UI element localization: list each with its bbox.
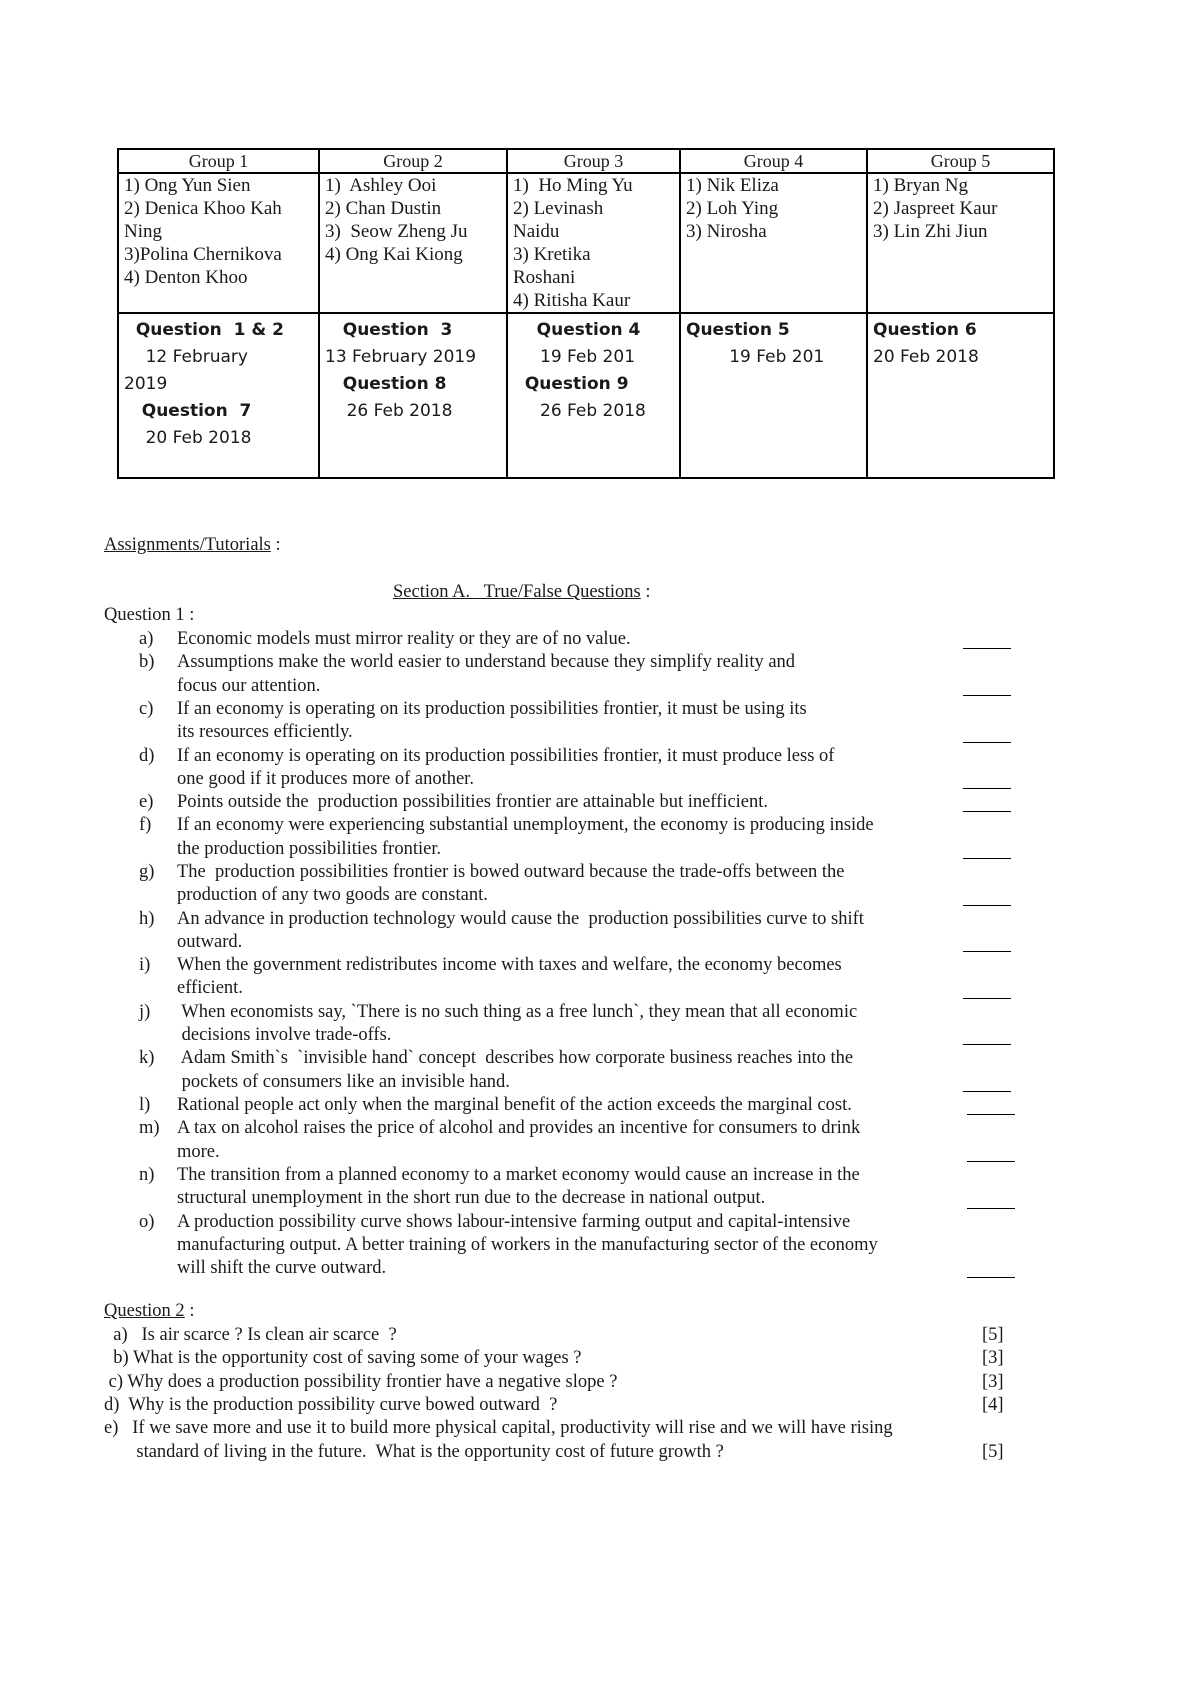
item-text: A production possibility curve shows labour-intensive farming output and capital-intensive — [177, 1211, 851, 1232]
answer-blank[interactable] — [967, 1114, 1015, 1115]
group-member: 4) Ong Kai Kiong — [325, 244, 463, 265]
question-2-item — [104, 1324, 397, 1346]
answer-blank[interactable] — [967, 1161, 1015, 1162]
item-letter: d) — [139, 745, 155, 766]
group-schedule-row — [118, 313, 1054, 478]
item-text: one good if it produces more of another. — [177, 768, 474, 789]
answer-blank[interactable] — [963, 951, 1011, 952]
item-letter: d) — [104, 1394, 120, 1415]
item-text: If an economy were experiencing substantial unemployment, the economy is producing inside — [177, 815, 874, 836]
schedule-date: 19 Feb 201 — [513, 347, 636, 367]
group-member: 2) Loh Ying — [686, 198, 779, 219]
item-text: will shift the curve outward. — [177, 1258, 387, 1279]
group-member: 3) Lin Zhi Jiun — [873, 221, 988, 242]
question-2-title-line — [104, 1300, 194, 1322]
question-2-title: Question 2 — [104, 1301, 185, 1321]
marks-label: [4] — [982, 1394, 1004, 1415]
schedule-date: 13 February 2019 — [325, 347, 477, 367]
answer-blank[interactable] — [963, 858, 1011, 859]
schedule-date: 19 Feb 201 — [686, 347, 825, 367]
item-letter: i) — [139, 955, 151, 976]
group-member: 4) Denton Khoo — [124, 267, 248, 288]
item-letter: e) — [139, 792, 154, 813]
group-member: Roshani — [513, 267, 576, 288]
schedule-question: Question 1 & 2 — [124, 320, 284, 340]
item-text: pockets of consumers like an invisible hand. — [177, 1071, 510, 1092]
item-text: manufacturing output. A better training of workers in the manufacturing sector of the economy — [177, 1234, 878, 1255]
group-members-cell — [867, 173, 1054, 313]
answer-blank[interactable] — [963, 695, 1011, 696]
item-text: its resources efficiently. — [177, 722, 353, 743]
schedule-date: 26 Feb 2018 — [513, 401, 646, 421]
section-a-title-line — [393, 581, 650, 603]
group-member: 3) Kretika — [513, 244, 591, 265]
schedule-question: Question 4 — [513, 320, 641, 340]
assignments-heading-line — [104, 534, 281, 556]
item-text: focus our attention. — [177, 675, 321, 696]
group-member: 2) Jaspreet Kaur — [873, 198, 998, 219]
item-letter: e) — [104, 1418, 119, 1439]
item-text: When the government redistributes income with taxes and welfare, the economy becomes — [177, 955, 842, 976]
group-schedule-cell — [867, 313, 1054, 478]
schedule-question: Question 8 — [325, 374, 447, 394]
group-member: Ning — [124, 221, 162, 242]
assignments-colon: : — [270, 535, 281, 555]
question-2-item — [104, 1441, 724, 1463]
group-member: 1) Ho Ming Yu — [513, 175, 633, 196]
answer-blank[interactable] — [963, 1091, 1011, 1092]
item-letter: b) — [139, 652, 155, 673]
item-text: A tax on alcohol raises the price of alcohol and provides an incentive for consumers to drink — [177, 1118, 861, 1139]
section-a-title: Section A. True/False Questions — [393, 582, 641, 602]
schedule-question: Question 7 — [124, 401, 252, 421]
item-text: Economic models must mirror reality or they are of no value. — [177, 629, 631, 649]
answer-blank[interactable] — [963, 905, 1011, 906]
item-letter: j) — [139, 1001, 151, 1022]
group-members-cell — [319, 173, 507, 313]
item-text: What is the opportunity cost of saving some of your wages ? — [128, 1348, 582, 1369]
group-member: 3)Polina Chernikova — [124, 244, 282, 265]
schedule-question: Question 5 — [686, 320, 790, 340]
answer-blank[interactable] — [963, 998, 1011, 999]
schedule-date: 2019 — [124, 374, 168, 394]
item-letter: f) — [139, 815, 152, 836]
group-member: Naidu — [513, 221, 560, 242]
section-a-colon: : — [640, 582, 651, 602]
group-schedule-cell — [319, 313, 507, 478]
item-text: Points outside the production possibilities frontier are attainable but inefficient. — [177, 792, 769, 813]
group-member: 4) Ritisha Kaur — [513, 290, 631, 311]
answer-blank[interactable] — [963, 742, 1011, 743]
group-members-cell — [118, 173, 319, 313]
group-header: Group 2 — [319, 149, 507, 173]
marks-label: [3] — [982, 1371, 1004, 1392]
marks-label: [5] — [982, 1441, 1004, 1462]
item-text: Adam Smith`s `invisible hand` concept describes how corporate business reaches into the — [177, 1048, 854, 1069]
answer-blank[interactable] — [963, 788, 1011, 789]
group-member: 1) Bryan Ng — [873, 175, 968, 196]
schedule-question: Question 9 — [513, 374, 629, 394]
item-text: Why is the production possibility curve bowed outward ? — [119, 1394, 558, 1415]
marks-label: [3] — [982, 1348, 1004, 1369]
item-letter: o) — [139, 1211, 155, 1232]
group-table — [117, 148, 1055, 479]
item-text: production of any two goods are constant. — [177, 885, 488, 906]
marks-label: [5] — [982, 1325, 1004, 1345]
item-letter: n) — [139, 1164, 155, 1185]
answer-blank[interactable] — [963, 648, 1011, 649]
group-schedule-cell — [507, 313, 680, 478]
item-text: the production possibilities frontier. — [177, 838, 442, 859]
item-letter: b) — [104, 1348, 129, 1369]
group-header-row — [118, 149, 1054, 173]
item-letter: c) — [104, 1371, 123, 1392]
group-member: 2) Chan Dustin — [325, 198, 442, 219]
item-letter: m) — [139, 1118, 160, 1139]
group-header: Group 4 — [680, 149, 867, 173]
schedule-date: 12 February — [124, 347, 248, 367]
group-members-cell — [680, 173, 867, 313]
schedule-question: Question 3 — [325, 320, 453, 340]
item-text: Why does a production possibility frontier have a negative slope ? — [123, 1371, 618, 1392]
group-member: 3) Seow Zheng Ju — [325, 221, 468, 242]
schedule-date: 20 Feb 2018 — [873, 347, 979, 367]
group-members-cell — [507, 173, 680, 313]
answer-blank[interactable] — [967, 1277, 1015, 1278]
item-letter: a) — [139, 629, 154, 649]
schedule-date: 26 Feb 2018 — [325, 401, 453, 421]
item-letter: c) — [139, 698, 154, 719]
group-member: 1) Nik Eliza — [686, 175, 779, 196]
item-text: Assumptions make the world easier to understand because they simplify reality and — [177, 652, 796, 673]
group-schedule-cell — [118, 313, 319, 478]
item-text: If we save more and use it to build more physical capital, productivity will rise and we will have rising — [118, 1418, 893, 1439]
answer-blank[interactable] — [963, 1044, 1011, 1045]
question-2-colon: : — [184, 1301, 195, 1321]
group-header: Group 3 — [507, 149, 680, 173]
item-text: When economists say, `There is no such thing as a free lunch`, they mean that all economic — [177, 1001, 858, 1022]
group-members-row — [118, 173, 1054, 313]
answer-blank[interactable] — [963, 811, 1011, 812]
item-letter: k) — [139, 1048, 155, 1069]
item-text: If an economy is operating on its production possibilities frontier, it must be using its — [177, 698, 807, 719]
question-2-item — [104, 1394, 557, 1416]
group-schedule-cell — [680, 313, 867, 478]
item-letter: a) — [104, 1325, 128, 1345]
schedule-date: 20 Feb 2018 — [124, 428, 252, 448]
item-text: standard of living in the future. What is the opportunity cost of future growth ? — [104, 1441, 724, 1462]
item-letter: h) — [139, 908, 155, 929]
item-text: The production possibilities frontier is bowed outward because the trade-offs between the — [177, 862, 845, 882]
item-text: more. — [177, 1141, 220, 1162]
item-text: structural unemployment in the short run due to the decrease in national output. — [177, 1188, 766, 1209]
item-letter: l) — [139, 1095, 151, 1115]
group-member: 3) Nirosha — [686, 221, 767, 242]
group-member: 1) Ong Yun Sien — [124, 175, 251, 196]
item-letter: g) — [139, 862, 155, 882]
answer-blank[interactable] — [967, 1208, 1015, 1209]
question-2-item — [104, 1347, 582, 1369]
assignments-heading: Assignments/Tutorials — [104, 535, 271, 555]
item-text: An advance in production technology would cause the production possibilities curve to shift — [177, 908, 864, 929]
item-text: Is air scarce ? Is clean air scarce ? — [127, 1325, 397, 1345]
group-header: Group 5 — [867, 149, 1054, 173]
item-text: Rational people act only when the marginal benefit of the action exceeds the marginal cost. — [177, 1095, 852, 1115]
item-text: If an economy is operating on its production possibilities frontier, it must produce less of — [177, 745, 835, 766]
item-text: decisions involve trade-offs. — [177, 1025, 392, 1046]
question-2-item — [104, 1371, 617, 1393]
group-member: 2) Denica Khoo Kah — [124, 198, 282, 219]
item-text: The transition from a planned economy to a market economy would cause an increase in the — [177, 1164, 860, 1185]
question-2-item — [104, 1417, 893, 1439]
group-member: 1) Ashley Ooi — [325, 175, 437, 196]
schedule-question: Question 6 — [873, 320, 977, 340]
question-1-title: Question 1 : — [104, 605, 195, 625]
item-text: efficient. — [177, 978, 243, 999]
group-member: 2) Levinash — [513, 198, 604, 219]
item-text: outward. — [177, 931, 243, 952]
group-header: Group 1 — [118, 149, 319, 173]
